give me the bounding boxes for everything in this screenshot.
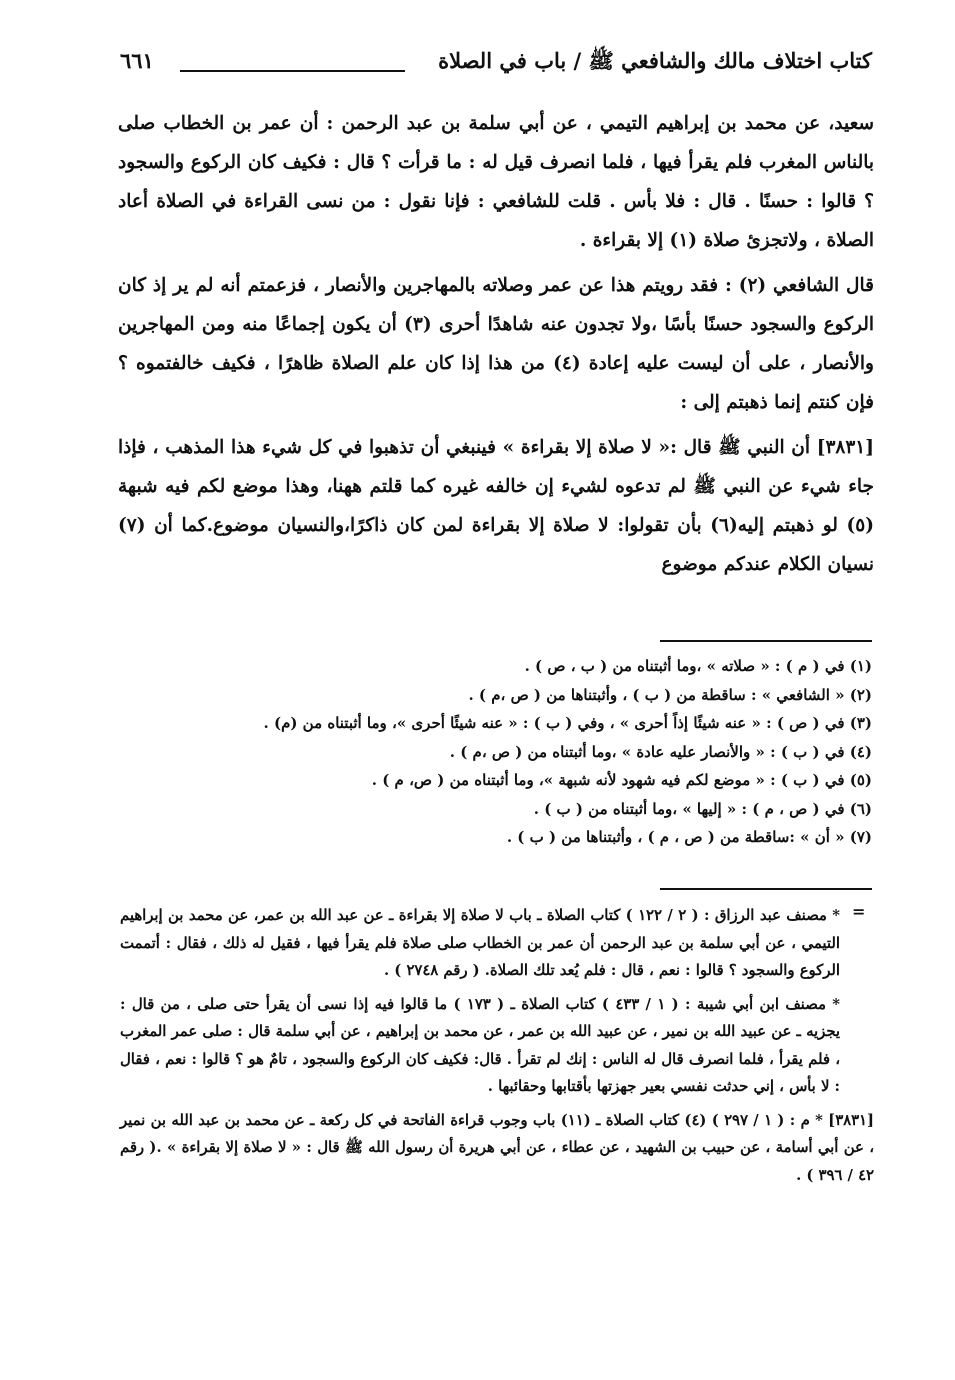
paragraph-3-text: أن النبي ﷺ قال :« لا صلاة إلا بقراءة » فينبغي أن تذهبوا في كل شيء هذا المذهب ، فإذا جاء شيء عن النبي ﷺ لم تدعوه لشيء إن خالفه غيره كما قلتم ههنا، وهذا موضع لكم فيه شبهة (٥) لو ذهبتم إليه(٦) بأن تقولوا: لا صلاة إلا بقراءة لمن كان ذاكرًا،والنسيان موضوع.كما أن (٧) نسيان الكلام عندكم موضوع [118, 437, 874, 575]
references [120, 902, 874, 1189]
reference-muslim-3831: [٣٨٣١] * م : ( ١ / ٢٩٧ ) (٤) كتاب الصلاة ـ (١١) باب وجوب قراءة الفاتحة في كل ركعة ـ عن محمد بن عبد الله بن نمير ، عن أبي أسامة ، عن حبيب بن الشهيد ، عن عطاء ، عن أبي هريرة أن رسول الله ﷺ قال : « لا صلاة إلا بقراءة » .( رقم ٤٢ / ٣٩٦ ) . [120, 1111, 874, 1184]
references-separator [660, 888, 872, 890]
paragraph-2 [118, 266, 874, 422]
paragraph-3 [118, 428, 874, 584]
paragraph-2-text: : فقد رويتم هذا عن عمر وصلاته بالمهاجرين والأنصار ، فزعمتم أنه لم ير إذ كان الركوع والسجود حسنًا بأسًا ،ولا تجدون عنه شاهدًا أحرى (٣) أن يكون إجماعًا منه ومن المهاجرين والأنصار ، على أن ليست عليه إعادة (٤) من هذا إذا كان علم الصلاة ظاهرًا ، فكيف خالفتموه ؟ فإن كنتم إنما ذهبتم إلى : [118, 275, 874, 413]
header-rule [180, 70, 405, 72]
paragraph-2-lead: قال الشافعي (٢) [738, 275, 874, 296]
footnote-separator [660, 640, 872, 642]
continuation-mark: = [852, 902, 866, 921]
paragraph-1 [118, 104, 874, 260]
header-title: كتاب اختلاف مالك والشافعي ﷺ / باب في الصلاة [438, 48, 872, 73]
running-header [120, 44, 872, 84]
hadith-number: [٣٨٣١] [816, 437, 874, 458]
page-number: ٦٦١ [120, 48, 154, 73]
reference-abdul-razzaq: * مصنف عبد الرزاق : ( ٢ / ١٢٢ ) كتاب الصلاة ـ باب لا صلاة إلا بقراءة ـ عن عبد الله بن عمر، عن محمد بن إبراهيم التيمي ، عن أبي سلمة بن عبد الرحمن أن عمر بن الخطاب صلى صلاة فلم يقرأ فيها ، فقيل له ذلك ، فقال : أتممت الركوع والسجود ؟ قالوا : نعم ، قال : فلم يُعد تلك الصلاة. ( رقم ٢٧٤٨ ) . [120, 907, 840, 979]
paragraph-1-text: سعيد، عن محمد بن إبراهيم التيمي ، عن أبي سلمة بن عبد الرحمن : أن عمر بن الخطاب صلى بالناس المغرب فلم يقرأ فيها ، فلما انصرف قيل له : ما قرأت ؟ قال : فكيف كان الركوع والسجود ؟ قالوا : حسنًا . قال : فلا بأس . قلت للشافعي : فإنا نقول : من نسى القراءة في الصلاة أعاد الصلاة ، ولاتجزئ صلاة (١) إلا بقراءة . [118, 113, 874, 251]
footnote-5: (٥) في ( ب ) : « موضع لكم فيه شهود لأنه شبهة »، وما أثبتناه من ( ص، م ) . [371, 771, 872, 789]
footnote-7: (٧) « أن » :ساقطة من ( ص ، م ) ، وأثبتناها من ( ب ) . [506, 828, 872, 846]
footnote-3: (٣) في ( ص ) : « عنه شيئًا إذاً أحرى » ، وفي ( ب ) : « عنه شيئًا أحرى »، وما أثبتناه من (م) . [263, 714, 872, 732]
footnotes [200, 652, 872, 852]
reference-ibn-abi-shaybah: * مصنف ابن أبي شيبة : ( ١ / ٤٣٣ ) كتاب الصلاة ـ ( ١٧٣ ) ما قالوا فيه إذا نسى أن يقرأ حتى صلى ، من قال : يجزيه ـ عن عبيد الله بن نمير ، عن عبيد الله بن عمر ، عن محمد بن إبراهيم ، عن أبي سلمة قال : صلى عمر المغرب ، فلم يقرأ ، فلما انصرف قال له الناس : إنك لم تقرأ . قال: فكيف كان الركوع والسجود ، تامٌ هو ؟ قالوا : نعم ، فقال : لا بأس ، إني حدثت نفسي بعير جهزتها بأقتابها وحقائبها . [120, 995, 840, 1095]
footnote-4: (٤) في ( ب ) : « والأنصار عليه عادة » ،وما أثبتناه من ( ص ،م ) . [449, 742, 872, 761]
main-text [118, 104, 874, 584]
footnote-1: (١) في ( م ) : « صلاته » ،وما أثبتناه من ( ب ، ص ) . [524, 657, 872, 675]
footnote-2: (٢) « الشافعي » : ساقطة من ( ب ) ، وأثبتناها من ( ص ،م ) . [468, 685, 872, 704]
footnote-6: (٦) في ( ص ، م ) : « إليها » ،وما أثبتناه من ( ب ) . [533, 799, 872, 818]
